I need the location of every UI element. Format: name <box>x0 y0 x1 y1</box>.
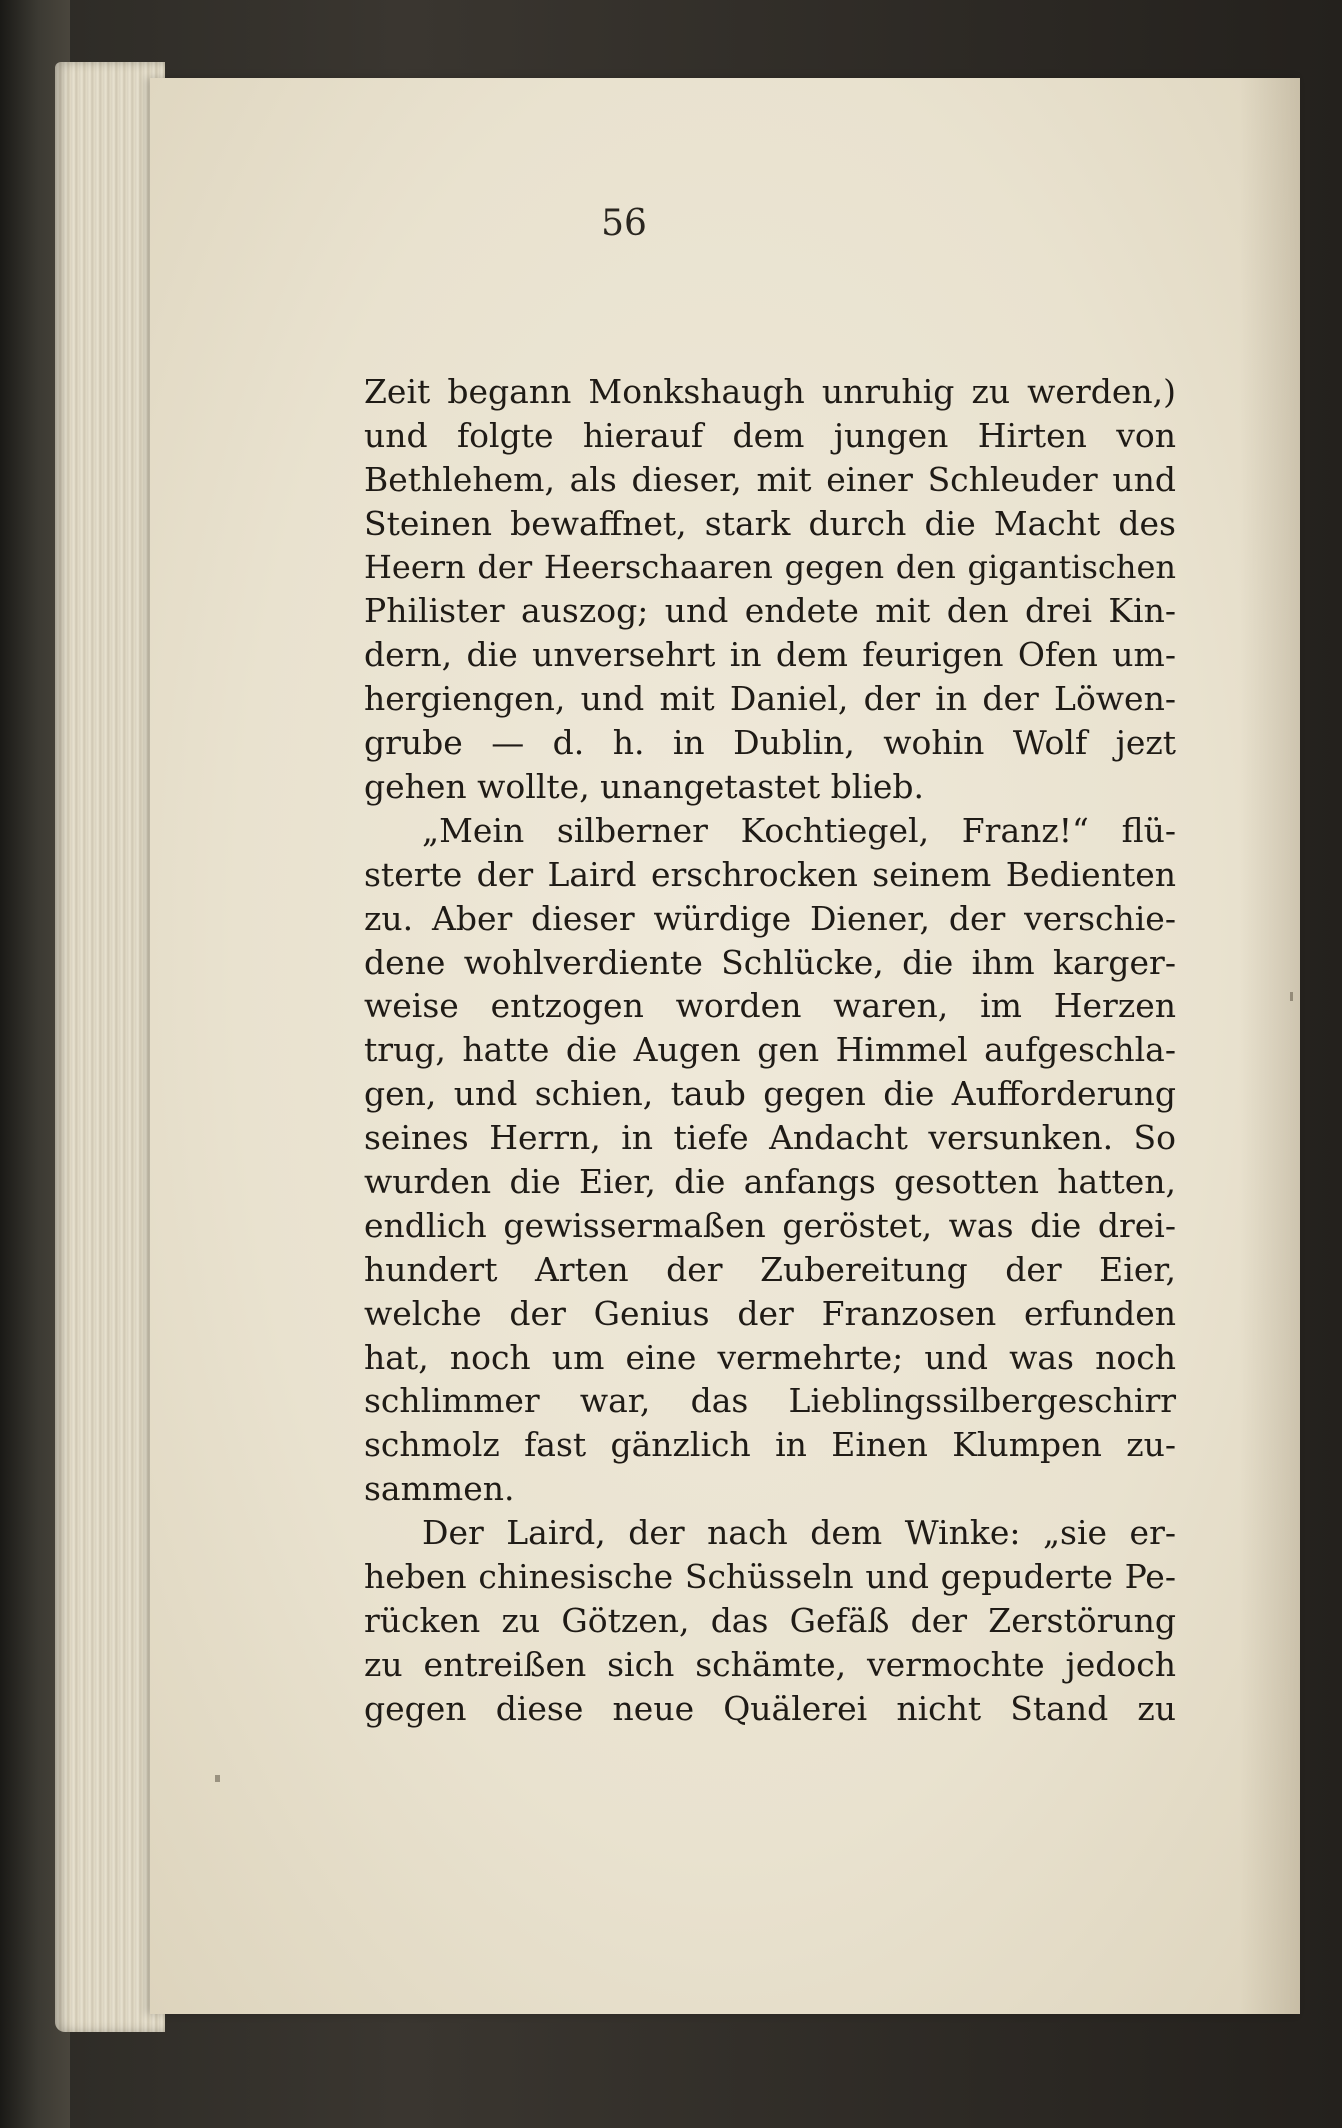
text-line: dene wohlverdiente Schlücke, die ihm karger- <box>364 942 1176 982</box>
text-line: sterte der Laird erschrocken seinem Bedienten <box>364 854 1176 894</box>
text-line: gehen wollte, unangetastet blieb. <box>364 767 925 807</box>
text-line: hundert Arten der Zubereitung der Eier, <box>364 1249 1176 1289</box>
text-line: gen, und schien, taub gegen die Aufforderung <box>364 1074 1176 1114</box>
page-speck <box>215 1775 220 1782</box>
text-line: trug, hatte die Augen gen Himmel aufgeschla- <box>364 1030 1176 1070</box>
text-line: endlich gewissermaßen geröstet, was die drei- <box>364 1205 1176 1245</box>
text-line: Bethlehem, als dieser, mit einer Schleuder und <box>364 459 1176 499</box>
text-line: Heern der Heerschaaren gegen den gigantischen <box>364 547 1176 586</box>
text-line: „Mein silberner Kochtiegel, Franz!“ flü- <box>422 810 1176 850</box>
text-line: Philister auszog; und endete mit den drei Kin- <box>364 591 1176 631</box>
page-speck <box>1290 992 1293 1001</box>
text-line: schmolz fast gänzlich in Einen Klumpen zu- <box>364 1425 1176 1465</box>
text-line: rücken zu Götzen, das Gefäß der Zerstörung <box>364 1600 1176 1640</box>
text-line: hat, noch um eine vermehrte; und was noch <box>364 1337 1176 1377</box>
text-line: Der Laird, der nach dem Winke: „sie er- <box>422 1513 1176 1553</box>
text-line: dern, die unversehrt in dem feurigen Ofen um- <box>364 635 1176 675</box>
text-line: Steinen bewaffnet, stark durch die Macht des <box>364 503 1176 543</box>
page-edges <box>55 62 165 2032</box>
text-line: hergiengen, und mit Daniel, der in der Löwen- <box>364 679 1176 719</box>
text-line: seines Herrn, in tiefe Andacht versunken. So <box>364 1118 1176 1158</box>
text-line: zu entreißen sich schämte, vermochte jedoch <box>364 1644 1176 1684</box>
text-line: sammen. <box>364 1469 515 1509</box>
text-line: und folgte hierauf dem jungen Hirten von <box>364 415 1176 455</box>
gutter-shade <box>1240 78 1300 2014</box>
text-line: heben chinesische Schüsseln und gepuderte Pe- <box>364 1557 1176 1597</box>
page-text <box>364 370 1176 1731</box>
text-line: wurden die Eier, die anfangs gesotten hatten, <box>364 1162 1176 1202</box>
text-line: gegen diese neue Quälerei nicht Stand zu <box>364 1688 1176 1728</box>
text-line: welche der Genius der Franzosen erfunden <box>364 1293 1176 1333</box>
text-line: Zeit begann Monkshaugh unruhig zu werden,) <box>364 372 1176 411</box>
page-number: 56 <box>601 203 647 244</box>
text-line: grube — d. h. in Dublin, wohin Wolf jezt <box>364 723 1176 763</box>
text-line: weise entzogen worden waren, im Herzen <box>364 986 1176 1026</box>
text-line: schlimmer war, das Lieblingssilbergeschirr <box>364 1381 1176 1421</box>
text-line: zu. Aber dieser würdige Diener, der verschie- <box>364 898 1176 938</box>
